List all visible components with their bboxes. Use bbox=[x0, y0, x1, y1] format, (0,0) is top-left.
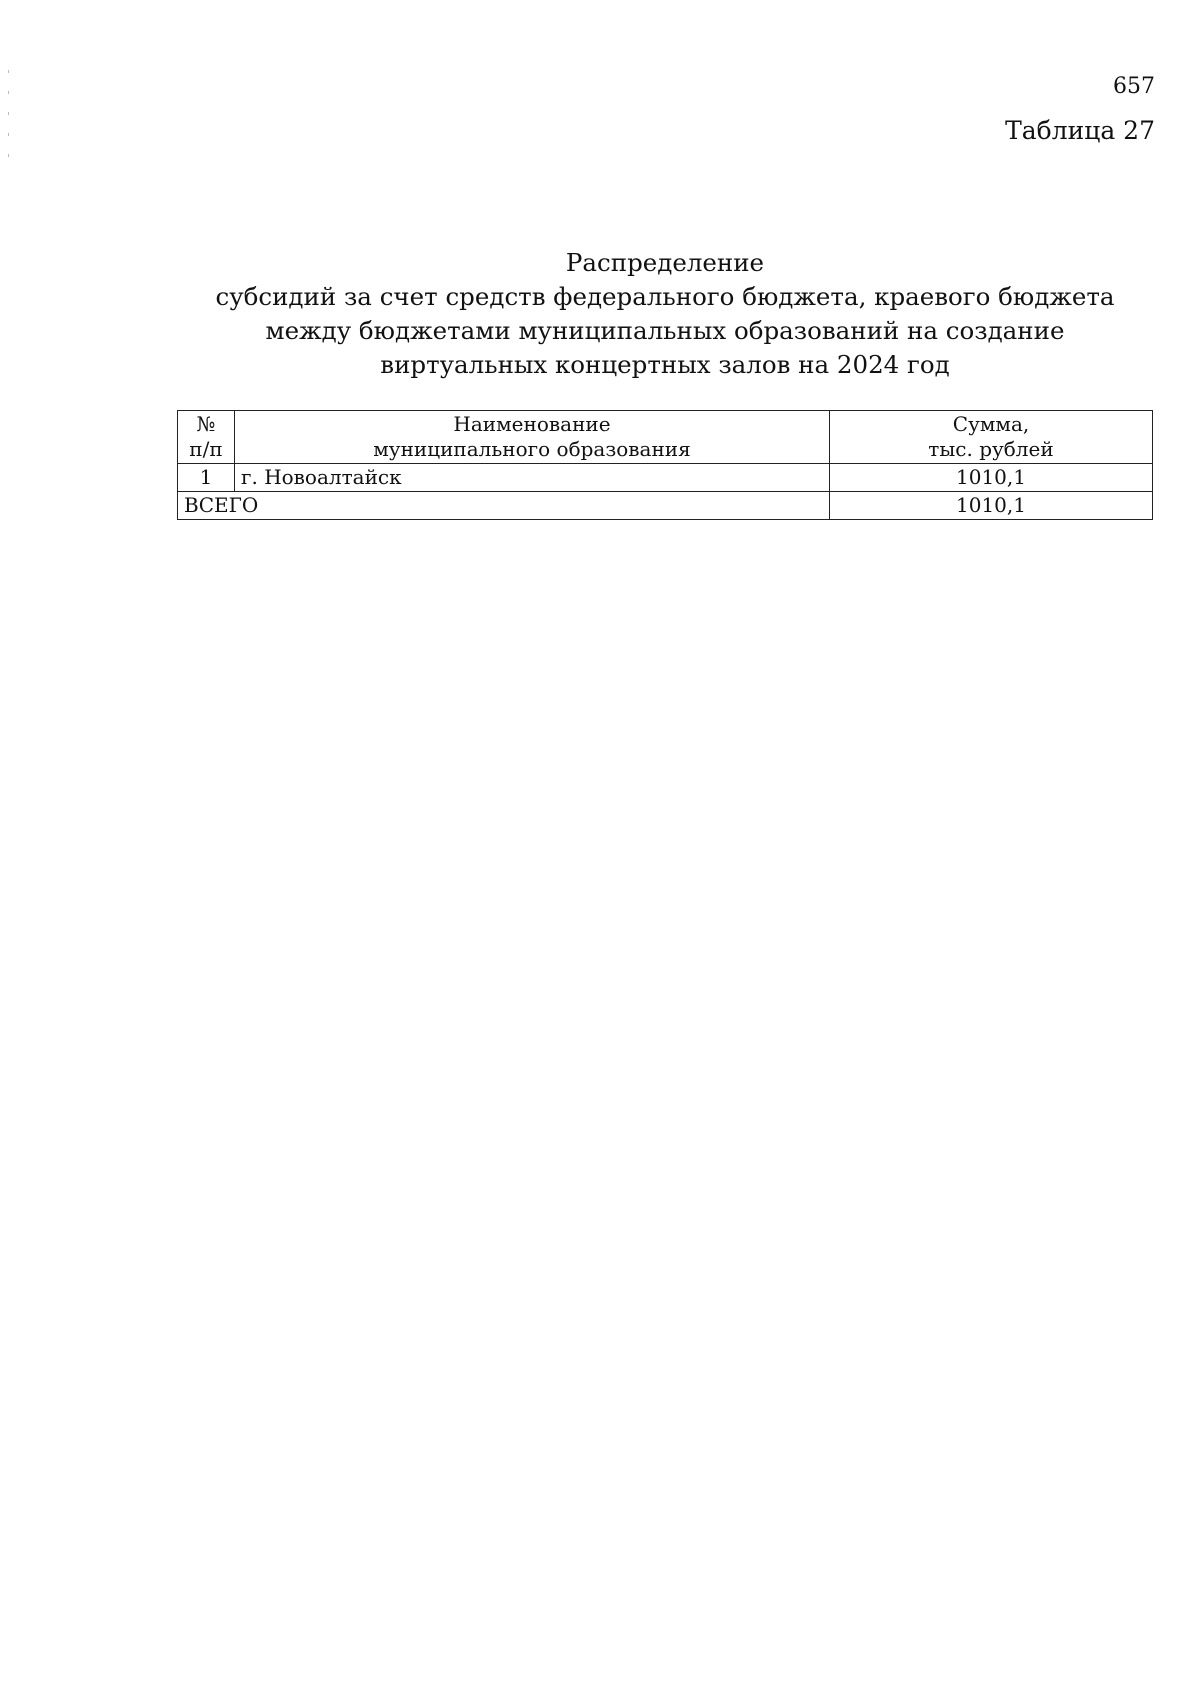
row-num: 1 bbox=[178, 464, 235, 492]
header-num-line-1: № bbox=[196, 412, 216, 436]
distribution-table bbox=[177, 410, 1153, 520]
total-label: ВСЕГО bbox=[178, 492, 830, 520]
page-number: 657 bbox=[1113, 74, 1155, 99]
header-num-line-2: п/п bbox=[189, 437, 223, 461]
row-name: г. Новоалтайск bbox=[235, 464, 830, 492]
row-sum: 1010,1 bbox=[830, 464, 1153, 492]
title-line-3: между бюджетами муниципальных образований на создание bbox=[265, 316, 1065, 345]
header-sum bbox=[830, 411, 1153, 464]
header-num bbox=[178, 411, 235, 464]
title-line-2: субсидий за счет средств федерального бюджета, краевого бюджета bbox=[215, 282, 1115, 311]
header-name-line-2: муниципального образования bbox=[373, 437, 691, 461]
table-row bbox=[178, 464, 1153, 492]
table-total-row bbox=[178, 492, 1153, 520]
table-label: Таблица 27 bbox=[1005, 116, 1155, 145]
header-sum-line-1: Сумма, bbox=[952, 412, 1030, 436]
header-sum-line-2: тыс. рублей bbox=[928, 437, 1054, 461]
table-header-row bbox=[178, 411, 1153, 464]
scan-edge-marks bbox=[8, 70, 10, 180]
header-name-line-1: Наименование bbox=[453, 412, 611, 436]
total-sum: 1010,1 bbox=[830, 492, 1153, 520]
title-line-4: виртуальных концертных залов на 2024 год bbox=[380, 350, 950, 379]
title-line-1: Распределение bbox=[565, 248, 765, 277]
document-title bbox=[175, 246, 1155, 382]
header-name bbox=[235, 411, 830, 464]
